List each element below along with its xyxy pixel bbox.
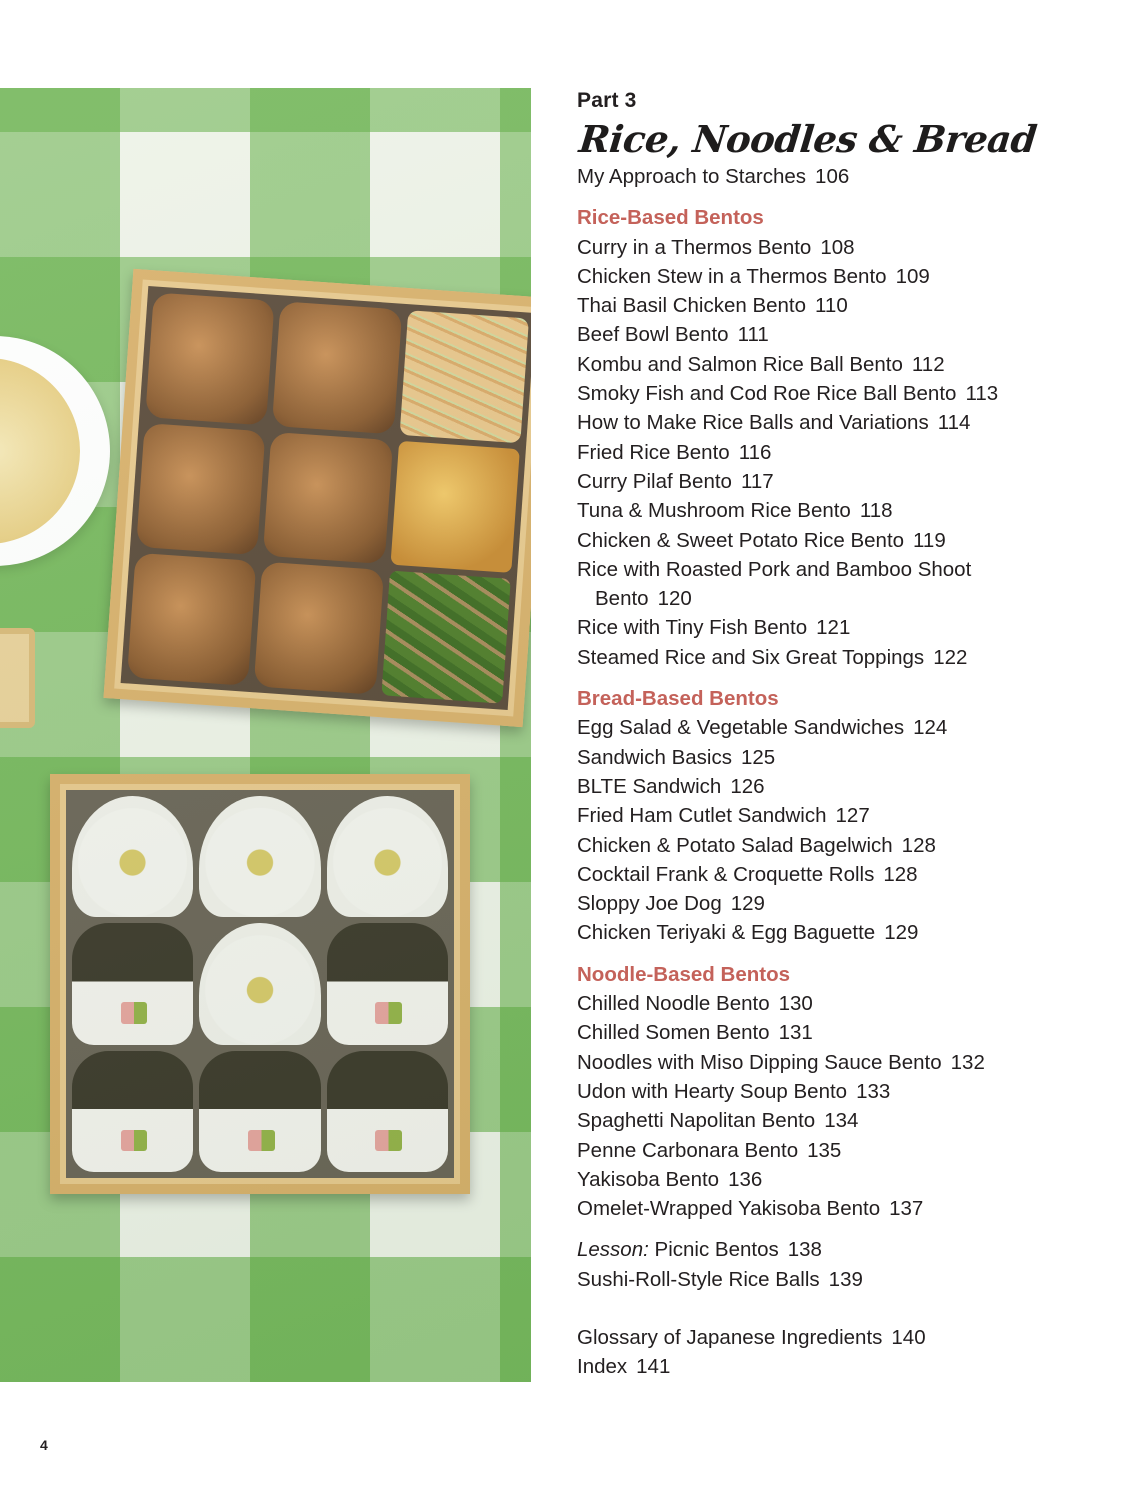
- rice-ball: [199, 923, 320, 1044]
- rice-ball: [72, 796, 193, 917]
- toc-entry-intro[interactable]: [577, 162, 1097, 191]
- entry-page: 139: [828, 1267, 863, 1291]
- toc-entry-lesson-sub[interactable]: [577, 1265, 1097, 1294]
- entry-page: 130: [778, 992, 813, 1016]
- fried-cutlet: [127, 553, 257, 686]
- entry-page: 106: [815, 165, 850, 188]
- entry-title: How to Make Rice Balls and Variations: [577, 411, 929, 435]
- toc-entry[interactable]: [577, 801, 1097, 830]
- toc-entry[interactable]: [577, 1165, 1097, 1194]
- toc-entry[interactable]: [577, 320, 1097, 349]
- section-heading-bread: Bread-Based Bentos: [577, 687, 779, 711]
- entry-page: 116: [738, 440, 772, 464]
- fried-cutlet: [136, 423, 266, 556]
- entry-page: 135: [807, 1138, 842, 1162]
- entry-page: 132: [950, 1050, 985, 1074]
- entry-title: Rice with Tiny Fish Bento: [577, 616, 808, 640]
- entry-title: BLTE Sandwich: [577, 774, 722, 798]
- toc-entry[interactable]: [577, 772, 1097, 801]
- entry-title: Sandwich Basics: [577, 745, 732, 769]
- entry-title: Glossary of Japanese Ingredients: [577, 1325, 883, 1349]
- spacer: [577, 1294, 1097, 1323]
- entry-page: 110: [815, 294, 848, 318]
- entry-title: Thai Basil Chicken Bento: [577, 294, 807, 318]
- toc-entry[interactable]: [577, 1077, 1097, 1106]
- toc-entry[interactable]: [577, 379, 1097, 408]
- entry-title: Egg Salad & Vegetable Sandwiches: [577, 716, 905, 740]
- entry-title: Tuna & Mushroom Rice Bento: [577, 499, 851, 523]
- lesson-label: Lesson:: [577, 1238, 649, 1262]
- toc-entry[interactable]: [577, 526, 1097, 555]
- part-label: Part 3: [577, 89, 637, 112]
- nori-rice-ball: [199, 1051, 320, 1172]
- entry-title: Chicken Stew in a Thermos Bento: [577, 264, 887, 288]
- entry-page: 121: [816, 616, 851, 640]
- entry-page: 112: [911, 352, 945, 376]
- nori-rice-ball: [72, 923, 193, 1044]
- toc-entry[interactable]: [577, 889, 1097, 918]
- section-bread-entries: [577, 713, 1097, 947]
- sweet-potato: [390, 440, 520, 573]
- entry-title: Beef Bowl Bento: [577, 323, 729, 347]
- toc-entry[interactable]: [577, 262, 1097, 291]
- entry-page: 136: [728, 1167, 763, 1191]
- entry-page: 131: [778, 1021, 813, 1045]
- entry-page: 137: [889, 1197, 924, 1221]
- entry-page: 134: [824, 1109, 859, 1133]
- rolled-omelet: [399, 310, 529, 443]
- entry-title: Chilled Noodle Bento: [577, 992, 770, 1016]
- entry-title: Fried Ham Cutlet Sandwich: [577, 804, 827, 828]
- toc-entry[interactable]: [577, 467, 1097, 496]
- nori-rice-ball: [327, 1051, 448, 1172]
- entry-title: Sloppy Joe Dog: [577, 892, 722, 916]
- entry-page: 108: [820, 235, 855, 259]
- nori-rice-ball: [327, 923, 448, 1044]
- entry-title-continued: Bento: [595, 587, 649, 611]
- toc-entry[interactable]: [577, 291, 1097, 320]
- entry-page: 118: [859, 499, 893, 523]
- toc-entry[interactable]: [577, 713, 1097, 742]
- entry-title: Omelet-Wrapped Yakisoba Bento: [577, 1197, 881, 1221]
- entry-title: Udon with Hearty Soup Bento: [577, 1079, 848, 1103]
- entry-title: Kombu and Salmon Rice Ball Bento: [577, 352, 903, 376]
- toc-entry[interactable]: [577, 1048, 1097, 1077]
- entry-page: 138: [787, 1238, 822, 1262]
- fried-chicken: [254, 562, 384, 695]
- toc-entry[interactable]: [577, 233, 1097, 262]
- entry-page: 133: [856, 1079, 891, 1103]
- toc-entry[interactable]: [577, 1194, 1097, 1223]
- entry-page: 124: [913, 716, 948, 740]
- entry-page: 117: [740, 469, 774, 493]
- entry-page: 127: [835, 804, 870, 828]
- entry-page: 114: [937, 411, 971, 435]
- part-title: Rice, Noodles & Bread: [577, 117, 1039, 161]
- toc-entry[interactable]: [577, 918, 1097, 947]
- toc-entry[interactable]: [577, 860, 1097, 889]
- entry-page: 141: [636, 1355, 671, 1379]
- toc-entry[interactable]: [577, 1106, 1097, 1135]
- entry-title: Chilled Somen Bento: [577, 1021, 770, 1045]
- sesame-green-beans: [381, 571, 511, 704]
- entry-title: Spaghetti Napolitan Bento: [577, 1109, 816, 1133]
- toc-entry-index[interactable]: [577, 1352, 1097, 1381]
- entry-page: 128: [883, 862, 918, 886]
- toc-entry[interactable]: [577, 743, 1097, 772]
- tea-cup: [0, 336, 110, 566]
- toc-entry[interactable]: [577, 831, 1097, 860]
- toc-entry-glossary[interactable]: [577, 1323, 1097, 1352]
- table-of-contents: [577, 88, 1097, 1382]
- entry-page: 113: [965, 382, 999, 406]
- rice-ball: [327, 796, 448, 917]
- entry-title: My Approach to Starches: [577, 165, 807, 188]
- entry-title: Steamed Rice and Six Great Toppings: [577, 645, 925, 669]
- bento-box-top: [104, 269, 531, 727]
- entry-page: 129: [730, 892, 765, 916]
- entry-title: Sushi-Roll-Style Rice Balls: [577, 1267, 820, 1291]
- entry-title: Chicken & Sweet Potato Rice Bento: [577, 528, 905, 552]
- toc-entry[interactable]: [577, 643, 1097, 672]
- bento-box-bottom: [50, 774, 470, 1194]
- entry-title: Rice with Roasted Pork and Bamboo Shoot: [577, 557, 972, 581]
- entry-title: Index: [577, 1355, 628, 1379]
- entry-title: Chicken & Potato Salad Bagelwich: [577, 833, 893, 857]
- section-noodle-entries: [577, 989, 1097, 1223]
- section-heading-noodle: Noodle-Based Bentos: [577, 962, 790, 986]
- section-rice-entries: [577, 233, 1097, 672]
- entry-page: 120: [657, 587, 692, 611]
- entry-title: Yakisoba Bento: [577, 1167, 720, 1191]
- entry-title: Penne Carbonara Bento: [577, 1138, 799, 1162]
- entry-title: Chicken Teriyaki & Egg Baguette: [577, 921, 876, 945]
- entry-page: 128: [901, 833, 936, 857]
- toc-entry[interactable]: [577, 350, 1097, 379]
- small-dish: [0, 628, 35, 728]
- toc-entry[interactable]: [577, 613, 1097, 642]
- entry-title: Fried Rice Bento: [577, 440, 730, 464]
- entry-title: Noodles with Miso Dipping Sauce Bento: [577, 1050, 942, 1074]
- entry-page: 119: [913, 528, 946, 552]
- toc-entry[interactable]: [577, 1018, 1097, 1047]
- entry-page: 125: [740, 745, 776, 769]
- toc-entry[interactable]: [577, 555, 1097, 614]
- toc-entry[interactable]: [577, 438, 1097, 467]
- toc-entry[interactable]: [577, 408, 1097, 437]
- entry-page: 140: [891, 1325, 926, 1349]
- entry-page: 122: [933, 645, 968, 669]
- entry-title: Smoky Fish and Cod Roe Rice Ball Bento: [577, 382, 957, 406]
- toc-entry[interactable]: [577, 496, 1097, 525]
- toc-entry-lesson[interactable]: [577, 1235, 1097, 1264]
- entry-title: Picnic Bentos: [654, 1238, 779, 1262]
- section-heading-rice: Rice-Based Bentos: [577, 206, 764, 230]
- entry-page: 109: [895, 264, 930, 288]
- fried-chicken: [272, 301, 402, 434]
- page-number: 4: [40, 1437, 48, 1453]
- entry-title: Curry in a Thermos Bento: [577, 235, 812, 259]
- entry-title: Cocktail Frank & Croquette Rolls: [577, 862, 875, 886]
- fried-cutlet: [145, 292, 275, 425]
- entry-page: 126: [730, 774, 765, 798]
- entry-page: 129: [884, 921, 919, 945]
- entry-page: 111: [737, 323, 769, 347]
- entry-title: Curry Pilaf Bento: [577, 469, 732, 493]
- spacer: [577, 1223, 1097, 1235]
- rice-ball: [199, 796, 320, 917]
- nori-rice-ball: [72, 1051, 193, 1172]
- bento-photo: [0, 88, 531, 1382]
- toc-entry[interactable]: [577, 989, 1097, 1018]
- fried-fish: [263, 432, 393, 565]
- toc-entry[interactable]: [577, 1136, 1097, 1165]
